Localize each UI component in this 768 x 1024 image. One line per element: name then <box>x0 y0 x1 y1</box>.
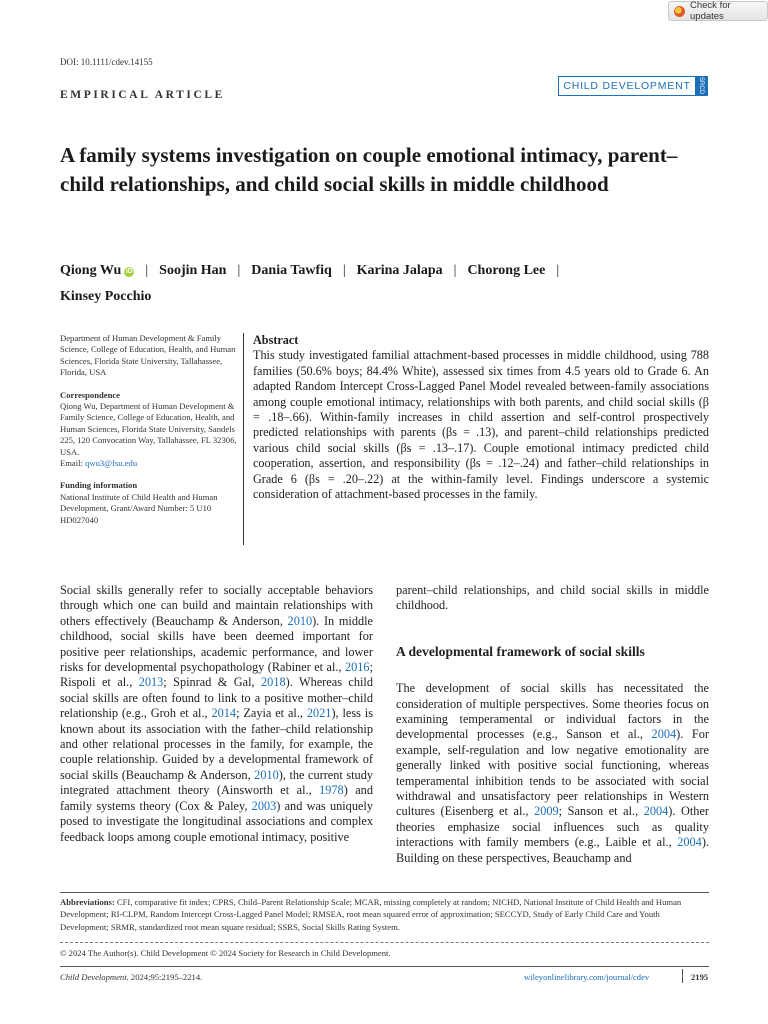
funding-text: National Institute of Child Health and Human Development, Grant/Award Number: 5 U10 HD027040 <box>60 491 218 525</box>
citation-link[interactable]: 2013 <box>138 675 164 690</box>
orcid-icon[interactable]: iD <box>125 268 133 275</box>
footer-volume: 2024;95:2195–2214. <box>130 972 203 982</box>
citation-link[interactable]: 2004 <box>651 727 677 742</box>
author-separator: | <box>556 263 560 278</box>
citation-link[interactable]: 2004 <box>677 835 702 850</box>
citation-link[interactable]: 2004 <box>643 804 669 819</box>
article-type-label: EMPIRICAL ARTICLE <box>60 89 225 101</box>
body-text: ). Whereas child social skills are often found to link to a positive mother–child relationship (e.g., Groh et al., <box>60 675 373 721</box>
crossmark-icon <box>674 6 685 17</box>
body-text: ). For example, self-regulation and low negative emotionality are generally linked with positive social functioning, whereas temperamental inhibition tends to be associated with social withdrawal and unsatisfactory peer relationships in Western cultures (Eisenberg et al., <box>396 727 710 819</box>
doi: DOI: 10.1111/cdev.14155 <box>60 57 153 67</box>
citation-link[interactable]: 2014 <box>211 706 237 721</box>
citation-link[interactable]: 2016 <box>344 660 370 675</box>
body-text: ), the current study integrated attachment theory (Ainsworth et al., <box>60 767 373 798</box>
body-text: Social skills generally refer to socially acceptable behaviors through which one can build and maintain relationships with others effectively (Beauchamp & Anderson, <box>60 583 373 628</box>
body-text: parent–child relationships, and child social skills in middle childhood. <box>396 583 709 613</box>
body-text: ). Other theories emphasize social influences such as quality interactions with family members (e.g., Laible et al., <box>396 804 709 850</box>
author-name: Karina Jalapa <box>356 263 443 278</box>
author-separator: | <box>145 263 149 278</box>
author-name: Qiong Wu <box>60 263 122 278</box>
citation-link[interactable]: 2009 <box>534 804 559 819</box>
author-name: Kinsey Pocchio <box>60 289 152 304</box>
body-text: ), less is known about its association with the father–child relationship and other relational processes in the family, for example, the couple relationship. Guided by a developmental framework of social skills (Beauchamp & Anderson, <box>60 706 374 782</box>
body-text: ) and was uniquely posed to investigate the longitudinal associations and complex feedback loops among couple emotional intimacy, positive <box>60 798 373 844</box>
body-text: ). In middle childhood, social skills have been deemed important for positive peer relationships, academic performance, and lower risks for developmental psychopathology (Rabiner et al., <box>60 613 373 675</box>
journal-badge <box>558 76 708 96</box>
email-label: Email: <box>60 458 83 469</box>
author-name: Dania Tawfiq <box>251 263 332 278</box>
abbreviations-label: Abbreviations: <box>60 897 115 907</box>
footnote-divider <box>60 892 709 893</box>
citation-link[interactable]: 2003 <box>251 798 277 813</box>
body-text: ). Building on these perspectives, Beauchamp and <box>396 835 709 865</box>
journal-name: CHILD DEVELOPMENT <box>563 80 691 92</box>
citation-link[interactable]: 2010 <box>254 767 279 782</box>
correspondence-heading: Correspondence <box>60 389 120 400</box>
citation-link[interactable]: 2010 <box>287 613 313 628</box>
section-heading: A developmental framework of social skills <box>396 643 645 659</box>
abbreviations-footnote <box>60 896 710 933</box>
footer-divider <box>60 966 709 967</box>
author-separator: | <box>453 263 457 278</box>
author-list <box>60 258 710 310</box>
author-separator: | <box>237 263 241 278</box>
society-logo: SRCD <box>695 77 707 95</box>
author-separator: | <box>342 263 346 278</box>
copyright-line: © 2024 The Author(s). Child Development © 2024 Society for Research in Child Development. <box>60 948 391 958</box>
author-name: Soojin Han <box>159 263 227 278</box>
footer-journal: Child Development. <box>60 972 129 982</box>
affiliation-department: Department of Human Development & Family Science, College of Education, Health, and Human Sciences, Florida State University, Tallahassee, Florida, USA <box>60 333 236 378</box>
body-text: The development of social skills has necessitated the consideration of multiple perspectives. Some theories focus on examining temperamental or individual factors in the developmental processes (e.g., Sanson et al., <box>396 681 709 742</box>
footer-separator <box>682 969 683 983</box>
correspondence-address: Qiong Wu, Department of Human Development & Family Science, College of Education, Health, and Human Sciences, Florida State University, Sandels 225, 120 Convocation Way, Tallahassee, FL 32306, USA. <box>60 401 237 457</box>
article-title: A family systems investigation on couple emotional intimacy, parent–child relationships, and child social skills in middle childhood <box>60 143 678 196</box>
citation-link[interactable]: 2018 <box>261 675 286 690</box>
abstract <box>253 333 709 502</box>
check-for-updates-label: Check for updates <box>690 0 731 22</box>
abstract-text: This study investigated familial attachment-based processes in middle childhood, using 788 families (50.6% boys; 84.4% White), assessed six times from 4.5 years old to Grade 6. An adapted Random Intercept Cross-Lagged Panel Model revealed between-family associations among couple emotional intimacy, relationships with both parents, and child social skills (β = .18–.66). Within-family increases in child assertion and self-control prospectively predicted relationships with parents (βs = .13), and parent–child relationships predicted various child social skills (βs = .13–.17). Couple emotional intimacy predicted child cooperation, assertion, and responsibility (βs = .12–.24) and father–child relationships in Grade 6 (βs = .20–.22) at the within-family level. Findings underscore a systemic consideration of attachment-based processes in the family. <box>253 348 709 502</box>
citation-link[interactable]: 2021 <box>306 706 332 721</box>
body-paragraph <box>396 681 709 866</box>
body-text: ; Spinrad & Gal, <box>163 675 262 690</box>
footer-citation <box>60 972 202 982</box>
funding-heading: Funding information <box>60 480 138 491</box>
email-line <box>60 458 238 469</box>
email-link[interactable]: qwu3@fsu.edu <box>85 458 138 469</box>
affiliation-panel <box>60 333 238 526</box>
column-divider <box>243 333 244 545</box>
body-text: ; Rispoli et al., <box>60 660 373 690</box>
author-name: Chorong Lee <box>467 263 546 278</box>
body-text: ) and family systems theory (Cox & Paley, <box>60 783 373 813</box>
body-column-left <box>60 583 373 845</box>
abstract-heading: Abstract <box>253 333 299 347</box>
citation-link[interactable]: 1978 <box>319 783 344 798</box>
abbreviations-text: CFI, comparative fit index; CPRS, Child–Parent Relationship Scale; MCAR, missing completely at random; NICHD, National Institute of Child Health and Human Development; RI-CLPM, Random Intercept Cross-Lagged Panel Model; RMSEA, root mean squared error of approximation; SECCYD, Study of Early Child Care and Youth Development; SRMR, standardized root mean square residual; SSRS, Social Skills Rating System. <box>60 897 682 932</box>
page-number: 2195 <box>691 972 709 982</box>
footer-url[interactable]: wileyonlinelibrary.com/journal/cdev <box>524 972 650 982</box>
copyright-divider <box>60 942 709 944</box>
check-for-updates-button[interactable] <box>668 1 768 21</box>
body-text: ; Sanson et al., <box>558 804 644 819</box>
body-text: ; Zayia et al., <box>236 706 307 721</box>
body-column-right <box>396 583 709 866</box>
